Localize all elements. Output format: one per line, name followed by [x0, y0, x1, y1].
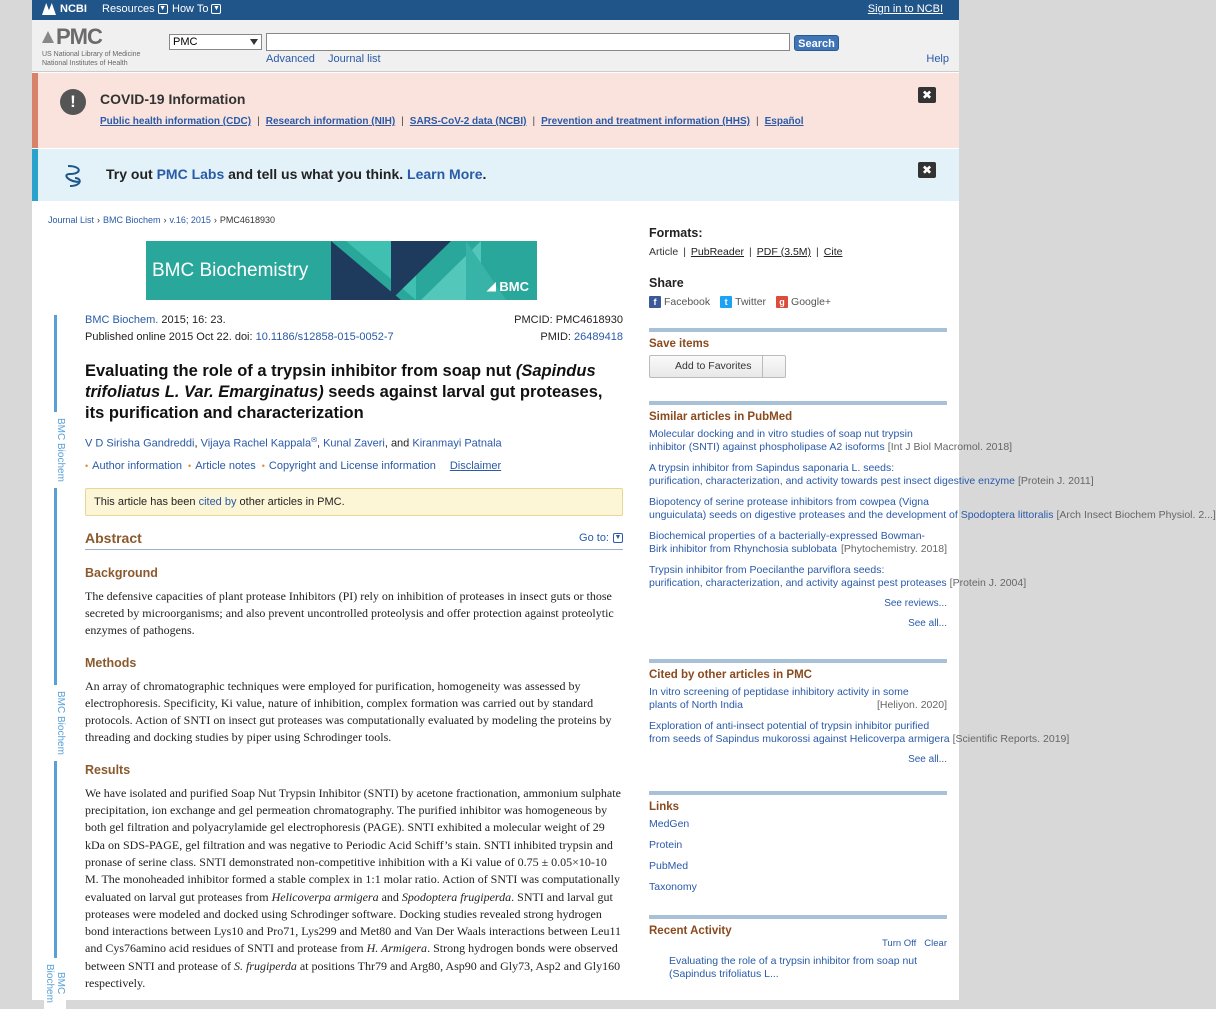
- article-info-links: [85, 460, 623, 472]
- links-portlet: [649, 791, 947, 893]
- separator: |: [401, 116, 404, 127]
- ncbi-data-link[interactable]: SARS-CoV-2 data (NCBI): [409, 116, 527, 127]
- twitter-share[interactable]: [720, 296, 766, 308]
- formats-heading: Formats:: [649, 226, 703, 240]
- database-select-value: PMC: [173, 36, 198, 48]
- pmid-link[interactable]: 26489418: [574, 331, 623, 343]
- breadcrumb-journal[interactable]: BMC Biochem: [103, 215, 161, 225]
- author-link[interactable]: Vijaya Rachel Kappala: [200, 437, 312, 450]
- share-links: [649, 296, 947, 308]
- journal-list-link[interactable]: Journal list: [328, 53, 381, 65]
- right-sidebar: [649, 226, 1216, 981]
- google-plus-icon: g: [776, 296, 788, 308]
- corresponding-icon[interactable]: ✉: [311, 437, 317, 444]
- twitter-icon: t: [720, 296, 732, 308]
- favorites-label: Add to Favorites: [675, 360, 752, 372]
- article-notes-link[interactable]: Article notes: [195, 459, 256, 472]
- citing-title-line: from seeds of Sapindus mukorossi against Helicoverpa armigera: [649, 733, 950, 745]
- share-heading: Share: [649, 276, 684, 290]
- format-article: Article: [649, 246, 679, 258]
- database-select[interactable]: [169, 34, 262, 50]
- see-all-similar-link[interactable]: See all...: [908, 618, 947, 629]
- save-items-heading: Save items: [649, 338, 710, 350]
- breadcrumb: [48, 215, 275, 225]
- resources-label: Resources: [102, 3, 155, 15]
- published-row: [85, 329, 623, 346]
- citing-title-line: Exploration of anti-insect potential of trypsin inhibitor purified: [649, 720, 930, 732]
- pmid: [540, 329, 623, 346]
- journal-name: BMC Biochemistry: [152, 260, 309, 281]
- species-name: Spodoptera frugiperda: [401, 889, 512, 904]
- covid-banner: [32, 73, 959, 148]
- methods-text: An array of chromatographic techniques were employed for purification, homogeneity was assessed by electrophoresis. Specificity, Ki value, nature of inhibition, complex formation was carried out by standard protocols. Action of SNTI on insect gut proteases was computationally evaluated by modeling the proteins by threading and docking studies by piper using Schrodinger tools.: [85, 678, 612, 745]
- cited-pre: This article has been: [94, 495, 199, 508]
- nlm-line: US National Library of Medicine: [42, 51, 141, 58]
- labs-message: [106, 166, 486, 182]
- chevron-down-icon: ▼: [159, 5, 167, 12]
- similar-heading: Similar articles in PubMed: [649, 411, 793, 423]
- howto-label: How To: [172, 3, 209, 15]
- share-section: [649, 276, 947, 308]
- similar-title-line: unguiculata) seeds on digestive proteases and the development of Spodoptera littoralis: [649, 509, 1054, 521]
- pmc-header: [32, 20, 959, 72]
- results-part: at positions Thr79 and Arg80, Asp90 and Gly73, Asp2 and Gly160 respectively.: [85, 958, 621, 990]
- title-part-1: Evaluating the role of a trypsin inhibitor from soap nut: [85, 362, 516, 380]
- cited-post: other articles in PMC.: [236, 495, 345, 508]
- labs-text-pre: Try out: [106, 166, 157, 182]
- similar-article[interactable]: [649, 530, 947, 556]
- recent-activity-portlet: [649, 915, 947, 981]
- cited-by-notice: [85, 488, 623, 516]
- ncbi-topbar: [32, 0, 959, 20]
- labs-text-mid: and tell us what you think.: [224, 166, 408, 182]
- pmid-label: PMID:: [540, 331, 575, 343]
- title-part-2: seeds against larval gut proteases, its purification and characterization: [85, 383, 603, 422]
- similar-title-line: purification, characterization, and activity against pest proteases: [649, 577, 947, 589]
- abstract-heading: Abstract: [85, 529, 142, 546]
- article: [85, 312, 623, 992]
- side-tag: BMC Biochem: [44, 685, 66, 761]
- split-dropdown[interactable]: [762, 356, 763, 377]
- author-information-link[interactable]: Author information: [92, 459, 183, 472]
- results-text: [85, 785, 623, 993]
- similar-article[interactable]: [649, 462, 1094, 488]
- protein-link[interactable]: Protein: [649, 839, 683, 851]
- copyright-link[interactable]: Copyright and License information: [268, 459, 436, 472]
- similar-source: [Int J Biol Macromol. 2018]: [887, 441, 1013, 453]
- similar-article[interactable]: [649, 428, 1013, 454]
- labs-text-post: .: [482, 166, 487, 182]
- nih-link[interactable]: Research information (NIH): [265, 116, 396, 127]
- taxonomy-link[interactable]: Taxonomy: [649, 881, 697, 893]
- similar-title-line: inhibitor (SNTI) against phospholipase A2 isoforms: [649, 441, 885, 453]
- citing-article[interactable]: [649, 720, 1070, 746]
- separator: |: [756, 116, 759, 127]
- sign-in-link[interactable]: Sign in to NCBI: [867, 3, 943, 15]
- bullet-icon: •: [85, 460, 89, 471]
- cdc-link[interactable]: Public health information (CDC): [100, 116, 252, 127]
- similar-source: [Phytochemistry. 2018]: [840, 543, 947, 555]
- goto-menu[interactable]: [579, 532, 623, 544]
- pmcid: PMCID: PMC4618930: [514, 314, 623, 326]
- bmc-logo-text: BMC: [499, 279, 529, 294]
- species-name: Helicoverpa armigera: [271, 889, 379, 904]
- similar-title-line: Biochemical properties of a bacterially-expressed Bowman-: [649, 530, 926, 542]
- separator: |: [532, 116, 536, 127]
- journal-banner[interactable]: [146, 241, 537, 300]
- similar-article[interactable]: [649, 496, 1216, 522]
- hhs-link[interactable]: Prevention and treatment information (HHS): [541, 116, 750, 127]
- separator: |: [257, 116, 260, 127]
- author-sep: ,: [194, 437, 201, 450]
- chevron-down-icon: ▼: [213, 5, 220, 12]
- article-title: [85, 361, 623, 424]
- similar-title-line: Birk inhibitor from Rhynchosia sublobata: [649, 543, 837, 555]
- labs-banner: [32, 149, 959, 201]
- facebook-label: Facebook: [664, 296, 711, 308]
- nih-line: National Institutes of Health: [42, 60, 128, 67]
- author-link[interactable]: V D Sirisha Gandreddi: [85, 437, 195, 450]
- separator: |: [749, 246, 752, 258]
- doi-link[interactable]: 10.1186/s12858-015-0052-7: [255, 331, 394, 343]
- author-sep: ,: [316, 437, 324, 450]
- ncbi-logo-icon: [42, 3, 56, 15]
- results-heading: Results: [85, 762, 131, 777]
- similar-articles-portlet: [649, 401, 1216, 629]
- medgen-link[interactable]: MedGen: [649, 818, 690, 830]
- pubreader-link[interactable]: PubReader: [690, 246, 745, 258]
- twitter-label: Twitter: [735, 296, 767, 308]
- citing-title-line: In vitro screening of peptidase inhibitory activity in some: [649, 686, 909, 698]
- bmc-logo: [486, 279, 529, 294]
- ncbi-logo-text: NCBI: [60, 3, 87, 15]
- cited-by-heading: Cited by other articles in PMC: [649, 669, 812, 681]
- recent-item-link[interactable]: Evaluating the role of a trypsin inhibitor from soap nut (Sapindus trifoliatus L...: [669, 955, 918, 980]
- author-link[interactable]: Kiranmayi Patnala: [412, 437, 502, 450]
- title-italic: (Sapindus trifoliatus L. Var. Emarginatus): [85, 362, 596, 401]
- search-button[interactable]: Search: [794, 35, 839, 51]
- similar-article[interactable]: [649, 564, 1027, 590]
- disclaimer-link[interactable]: Disclaimer: [449, 459, 502, 472]
- side-tag: BMC Biochem: [44, 412, 66, 488]
- similar-source: [Protein J. 2011]: [1017, 475, 1094, 487]
- breadcrumb-current: PMC4618930: [219, 215, 275, 225]
- bullet-icon: •: [261, 460, 265, 471]
- cited-by-link[interactable]: cited by: [198, 495, 237, 508]
- see-all-cited-link[interactable]: See all...: [908, 754, 947, 765]
- links-list: [649, 818, 947, 893]
- pdf-link[interactable]: PDF (3.5M): [756, 246, 812, 258]
- recent-activity-heading: Recent Activity: [649, 925, 732, 937]
- pubmed-link[interactable]: PubMed: [649, 860, 689, 872]
- covid-links: [100, 116, 804, 127]
- covid-title: COVID-19 Information: [100, 91, 246, 107]
- breadcrumb-sep: ›: [163, 215, 167, 225]
- save-items-portlet: [649, 328, 947, 378]
- breadcrumb-journal-list[interactable]: Journal List: [48, 215, 95, 225]
- similar-title-line: purification, characterization, and activity towards pest insect digestive enzyme: [649, 475, 1015, 487]
- species-name: H. Armigera: [366, 941, 428, 956]
- resources-menu[interactable]: [102, 3, 168, 15]
- espanol-link[interactable]: Español: [764, 116, 804, 127]
- help-link[interactable]: Help: [926, 53, 949, 65]
- similar-title-line: A trypsin inhibitor from Sapindus saponaria L. seeds:: [649, 462, 895, 474]
- results-part: and: [378, 889, 402, 904]
- citing-title-line: plants of North India: [649, 699, 743, 711]
- separator: |: [683, 246, 686, 258]
- pmc-logo[interactable]: [42, 24, 140, 68]
- similar-title-line: Molecular docking and in vitro studies of soap nut trypsin: [649, 428, 913, 440]
- google-share[interactable]: [776, 296, 831, 308]
- citing-source: [Heliyon. 2020]: [876, 699, 947, 711]
- close-labs-button[interactable]: ✖: [918, 162, 936, 178]
- citing-article[interactable]: [649, 686, 947, 712]
- links-heading: Links: [649, 801, 680, 813]
- cited-see-all-row: [649, 754, 947, 765]
- published-text: Published online 2015 Oct 22. doi:: [85, 331, 256, 343]
- recent-controls: [649, 938, 947, 949]
- cite-link[interactable]: Cite: [823, 246, 843, 258]
- side-tag: BMC Biochem: [44, 958, 66, 1009]
- breadcrumb-sep: ›: [213, 215, 217, 225]
- clear-link[interactable]: Clear: [924, 938, 947, 949]
- results-part: . Strong hydrogen bonds were observed between SNTI and protease of: [85, 941, 618, 973]
- turn-off-link[interactable]: Turn Off: [881, 938, 917, 949]
- format-links: [649, 246, 947, 258]
- see-all-row: [649, 618, 947, 629]
- recent-item: [669, 955, 947, 981]
- dropdown-arrow-icon: [250, 39, 258, 45]
- add-to-favorites-button[interactable]: [649, 355, 786, 378]
- google-label: Google+: [791, 296, 832, 308]
- species-name: S. frugiperda: [233, 958, 297, 973]
- author-link[interactable]: Kunal Zaveri: [323, 437, 385, 450]
- howto-menu[interactable]: [172, 3, 221, 15]
- separator: |: [816, 246, 819, 258]
- citation-text: 2015; 16: 23.: [158, 314, 226, 326]
- page: [32, 0, 1216, 1003]
- facebook-share[interactable]: [649, 296, 710, 308]
- advanced-search-link[interactable]: Advanced: [266, 53, 315, 65]
- similar-title-line: Trypsin inhibitor from Poecilanthe parviflora seeds:: [649, 564, 885, 576]
- author-list: [85, 436, 623, 450]
- abstract-header: [85, 530, 623, 550]
- similar-title-line: Biopotency of serine protease inhibitors from cowpea (Vigna: [649, 496, 929, 508]
- similar-source: [Arch Insect Biochem Physiol. 2...]: [1056, 509, 1216, 521]
- bmc-logo-icon: [486, 282, 496, 292]
- breadcrumb-sep: ›: [97, 215, 101, 225]
- goto-label: Go to:: [579, 531, 609, 544]
- pmc-labs-icon: [64, 162, 86, 188]
- pmc-logo-text: PMC: [56, 24, 102, 49]
- see-reviews-link[interactable]: See reviews...: [884, 598, 947, 609]
- close-covid-button[interactable]: ✖: [918, 87, 936, 103]
- breadcrumb-volume[interactable]: v.16; 2015: [169, 215, 211, 225]
- learn-more-link[interactable]: Learn More: [407, 166, 483, 182]
- author-and: , and: [384, 437, 413, 450]
- results-part: . SNTI and larval gut proteases were modeled and docked using Schrodinger software. Docking studies revealed strong hydrogen bond interactions between Lys10 and Pro71, Lys299 and Met80 and Van Der Waals interactions between Leu11 and Cys76amino acid residues of SNTI and protease from: [85, 889, 622, 956]
- results-part: We have isolated and purified Soap Nut Trypsin Inhibitor (SNTI) by acetone fractionation, ammonium sulphate precipitation, ion exchange and gel permeation chromatography. The purified inhibitor was homogeneous by both gel filtration and polyacrylamide gel electrophoresis (PAGE). SNTI exhibited a molecular weight of 29 kDa on SDS-PAGE, gel filtration and was negative to Periodic Acid Schiff’s stain. SNTI inhibited trypsin and pronase of serine class. SNTI demonstrated non-competitive inhibition with a Ki value of 0.75 ± 0.05×10-10 M. The monoheaded inhibitor formed a stable complex in 1:1 molar ratio. Action of SNTI was computationally evaluated on larval gut proteases from: [85, 785, 621, 904]
- citing-source: [Scientific Reports. 2019]: [952, 733, 1070, 745]
- published: [85, 329, 394, 346]
- search-input[interactable]: [266, 33, 790, 51]
- alert-icon: !: [60, 89, 86, 115]
- citation: [85, 312, 226, 329]
- background-text: The defensive capacities of plant protease Inhibitors (PI) rely on inhibition of proteases in insect guts or those secreted by microorganisms; and also prevent uncontrolled proteolysis and offer protection against proteolytic enzymes of pathogens.: [85, 588, 614, 638]
- chevron-down-icon: ▼: [614, 533, 622, 541]
- journal-link[interactable]: BMC Biochem.: [85, 314, 159, 326]
- pmc-logo-icon: [42, 31, 54, 43]
- cited-by-portlet: [649, 659, 1070, 765]
- facebook-icon: f: [649, 296, 661, 308]
- background-heading: Background: [85, 565, 158, 580]
- methods-heading: Methods: [85, 655, 137, 670]
- citation-row: [85, 312, 623, 329]
- bullet-icon: •: [188, 460, 192, 471]
- pmc-labs-link[interactable]: PMC Labs: [156, 166, 225, 182]
- ncbi-logo[interactable]: [42, 3, 87, 15]
- similar-source: [Protein J. 2004]: [949, 577, 1027, 589]
- see-reviews-row: [649, 598, 947, 609]
